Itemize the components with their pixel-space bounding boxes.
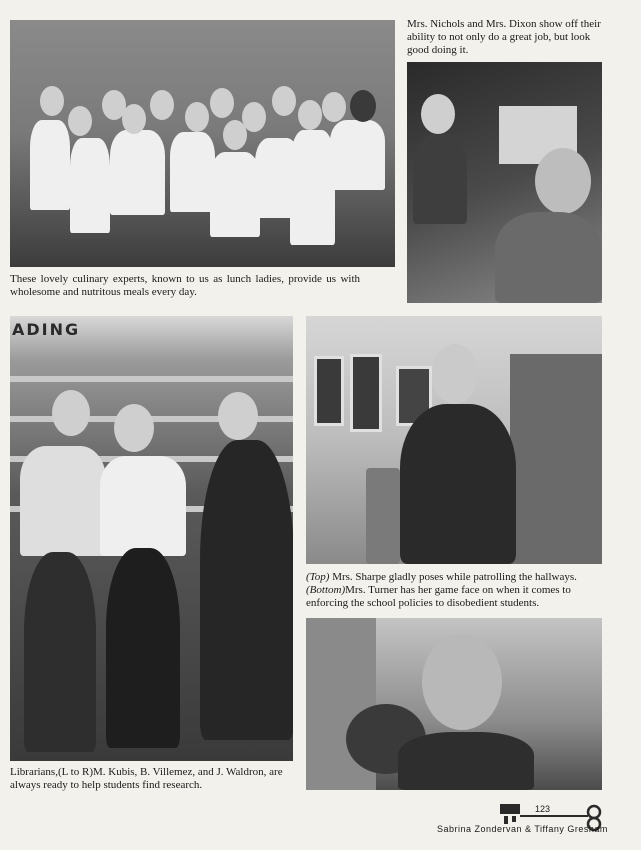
lunch-ladies-photo — [10, 20, 395, 267]
librarians-caption: Librarians,(L to R)M. Kubis, B. Villemez, and J. Waldron, are always ready to help students find research. — [10, 766, 283, 791]
hallway-turner-photo — [306, 618, 602, 790]
bottom-tag: (Bottom) — [306, 584, 346, 596]
turner-caption: Mrs. Turner has her game face on when it comes to enforcing the school policies to disobedient students. — [306, 584, 571, 609]
hallway-caption — [306, 571, 602, 610]
lunch-ladies-caption: These lovely culinary experts, known to us as lunch ladies, provide us with wholesome and nutritous meals every day. — [10, 273, 360, 298]
library-sign-text: ADING — [12, 320, 81, 339]
librarians-photo — [10, 316, 293, 761]
page-number: 123 — [535, 804, 551, 814]
hallway-sharpe-photo — [306, 316, 602, 564]
office-staff-photo — [407, 62, 602, 303]
office-caption: Mrs. Nichols and Mrs. Dixon show off their ability to not only do a great job, but look good doing it. — [407, 18, 601, 56]
sharpe-caption: Mrs. Sharpe gladly poses while patrolling the hallways. — [329, 571, 577, 583]
top-tag: (Top) — [306, 571, 330, 583]
page-credit: Sabrina Zondervan & Tiffany Gresham — [437, 824, 608, 834]
